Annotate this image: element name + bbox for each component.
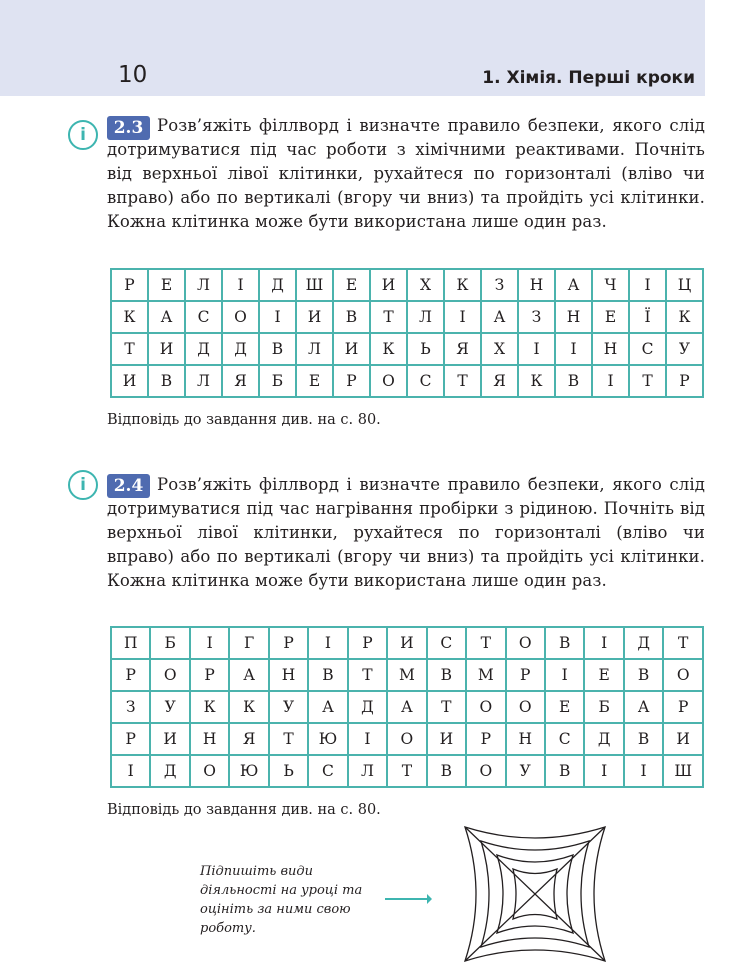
grid-cell: Т xyxy=(427,691,466,723)
grid-cell: Е xyxy=(148,269,185,301)
grid-cell: Б xyxy=(584,691,623,723)
grid-cell: Р xyxy=(111,723,150,755)
grid-cell: А xyxy=(308,691,347,723)
grid-cell: Т xyxy=(111,333,148,365)
grid-cell: И xyxy=(150,723,189,755)
grid-cell: І xyxy=(111,755,150,787)
grid-cell: Ш xyxy=(663,755,703,787)
page-number: 10 xyxy=(118,62,148,88)
grid-cell: А xyxy=(148,301,185,333)
grid-cell: З xyxy=(111,691,150,723)
grid-cell: Л xyxy=(185,269,222,301)
grid-cell: О xyxy=(190,755,229,787)
grid-row xyxy=(111,301,703,333)
grid-cell: И xyxy=(111,365,148,397)
grid-cell: Х xyxy=(481,333,518,365)
grid-cell: І xyxy=(444,301,481,333)
grid-cell: Ц xyxy=(666,269,703,301)
grid-row xyxy=(111,269,703,301)
grid-cell: Е xyxy=(296,365,333,397)
grid-cell: О xyxy=(387,723,426,755)
grid-cell: Ї xyxy=(629,301,666,333)
grid-cell: О xyxy=(506,691,545,723)
grid-cell: Т xyxy=(370,301,407,333)
grid-cell: О xyxy=(222,301,259,333)
grid-row xyxy=(111,659,703,691)
grid-cell: З xyxy=(518,301,555,333)
grid-cell: О xyxy=(150,659,189,691)
spider-web-icon xyxy=(461,823,609,965)
grid-cell: О xyxy=(370,365,407,397)
grid-cell: Ю xyxy=(229,755,268,787)
answer-note-2-4: Відповідь до завдання див. на с. 80. xyxy=(107,802,381,818)
grid-cell: О xyxy=(466,755,505,787)
grid-cell: К xyxy=(518,365,555,397)
grid-row xyxy=(111,365,703,397)
grid-cell: Б xyxy=(150,627,189,659)
grid-cell: Т xyxy=(269,723,308,755)
grid-cell: У xyxy=(150,691,189,723)
grid-cell: В xyxy=(333,301,370,333)
grid-cell: А xyxy=(229,659,268,691)
grid-cell: Р xyxy=(663,691,703,723)
grid-cell: Р xyxy=(333,365,370,397)
grid-cell: В xyxy=(545,755,584,787)
answer-note-2-3: Відповідь до завдання див. на с. 80. xyxy=(107,412,381,428)
grid-cell: Л xyxy=(348,755,387,787)
task-2-4-badge: 2.4 xyxy=(107,474,150,498)
grid-cell: Д xyxy=(348,691,387,723)
grid-cell: И xyxy=(387,627,426,659)
grid-cell: Г xyxy=(229,627,268,659)
grid-cell: І xyxy=(259,301,296,333)
grid-cell: Л xyxy=(185,365,222,397)
grid-cell: В xyxy=(427,659,466,691)
self-assessment-note: Підпишіть види діяльності на уроці та оцініть за ними свою роботу. xyxy=(200,864,363,936)
grid-row xyxy=(111,333,703,365)
grid-cell: Р xyxy=(111,269,148,301)
grid-cell: Л xyxy=(407,301,444,333)
grid-cell: И xyxy=(427,723,466,755)
grid-cell: І xyxy=(592,365,629,397)
grid-cell: І xyxy=(629,269,666,301)
grid-cell: Т xyxy=(629,365,666,397)
grid-row xyxy=(111,691,703,723)
grid-cell: А xyxy=(481,301,518,333)
grid-cell: Ш xyxy=(296,269,333,301)
fillword-grid-2-4 xyxy=(110,626,704,788)
grid-cell: І xyxy=(555,333,592,365)
grid-cell: С xyxy=(407,365,444,397)
grid-cell: Н xyxy=(555,301,592,333)
grid-cell: Ч xyxy=(592,269,629,301)
grid-cell: І xyxy=(308,627,347,659)
grid-cell: М xyxy=(387,659,426,691)
grid-cell: Ь xyxy=(269,755,308,787)
grid-cell: І xyxy=(518,333,555,365)
grid-cell: Я xyxy=(444,333,481,365)
grid-cell: Д xyxy=(259,269,296,301)
grid-cell: Т xyxy=(466,627,505,659)
grid-cell: Л xyxy=(296,333,333,365)
grid-cell: К xyxy=(111,301,148,333)
grid-cell: И xyxy=(148,333,185,365)
grid-cell: Н xyxy=(506,723,545,755)
grid-row xyxy=(111,723,703,755)
arrow-right-icon xyxy=(383,889,433,909)
grid-cell: І xyxy=(190,627,229,659)
grid-cell: Т xyxy=(348,659,387,691)
grid-cell: В xyxy=(427,755,466,787)
grid-cell: Я xyxy=(222,365,259,397)
grid-cell: В xyxy=(259,333,296,365)
grid-cell: К xyxy=(444,269,481,301)
grid-cell: І xyxy=(584,627,623,659)
grid-cell: Р xyxy=(506,659,545,691)
grid-cell: И xyxy=(663,723,703,755)
grid-cell: Е xyxy=(592,301,629,333)
grid-cell: Е xyxy=(333,269,370,301)
grid-cell: С xyxy=(185,301,222,333)
grid-cell: Ю xyxy=(308,723,347,755)
grid-cell: В xyxy=(308,659,347,691)
chapter-title: 1. Хімія. Перші кроки xyxy=(482,68,695,88)
task-2-4-text: Розв’яжіть філлворд і визначте правило безпеки, якого слід дотримуватися під час нагрівання пробірки з рідиною. Почніть від верхньої лівої клітинки, рухайтеся по горизонталі (вліво чи вправо) або по вертикалі (вгору чи вниз) та пройдіть усі клітинки. Кожна клітинка може бути використана лише один раз. xyxy=(107,475,705,590)
grid-cell: О xyxy=(466,691,505,723)
grid-cell: І xyxy=(624,755,663,787)
grid-cell: В xyxy=(545,627,584,659)
grid-cell: Т xyxy=(387,755,426,787)
grid-row xyxy=(111,755,703,787)
grid-cell: Д xyxy=(185,333,222,365)
grid-cell: А xyxy=(624,691,663,723)
grid-cell: Д xyxy=(150,755,189,787)
grid-cell: Р xyxy=(190,659,229,691)
grid-cell: К xyxy=(229,691,268,723)
grid-cell: С xyxy=(427,627,466,659)
grid-cell: Д xyxy=(222,333,259,365)
grid-cell: І xyxy=(348,723,387,755)
grid-cell: В xyxy=(624,723,663,755)
grid-cell: У xyxy=(269,691,308,723)
grid-cell: В xyxy=(624,659,663,691)
grid-cell: И xyxy=(296,301,333,333)
grid-cell: К xyxy=(190,691,229,723)
grid-cell: А xyxy=(387,691,426,723)
task-2-3-text: Розв’яжіть філлворд і визначте правило безпеки, якого слід дотримуватися під час роботи з хімічними реактивами. Почніть від верхньої лівої клітинки, рухайтеся по горизонталі (вліво чи вправо) або по вертикалі (вгору чи вниз) та пройдіть усі клітинки. Кожна клітинка може бути використана лише один раз. xyxy=(107,116,705,231)
grid-cell: В xyxy=(148,365,185,397)
grid-cell: Р xyxy=(348,627,387,659)
grid-cell: С xyxy=(629,333,666,365)
grid-cell: К xyxy=(370,333,407,365)
grid-cell: О xyxy=(506,627,545,659)
grid-cell: Я xyxy=(229,723,268,755)
info-icon: i xyxy=(68,470,98,500)
fillword-grid-2-3 xyxy=(110,268,704,398)
grid-row xyxy=(111,627,703,659)
grid-cell: В xyxy=(555,365,592,397)
grid-cell: Н xyxy=(269,659,308,691)
grid-cell: Р xyxy=(111,659,150,691)
grid-cell: Е xyxy=(545,691,584,723)
grid-cell: Т xyxy=(444,365,481,397)
grid-cell: Б xyxy=(259,365,296,397)
grid-cell: Р xyxy=(466,723,505,755)
grid-cell: Р xyxy=(666,365,703,397)
grid-cell: І xyxy=(222,269,259,301)
grid-cell: М xyxy=(466,659,505,691)
grid-cell: А xyxy=(555,269,592,301)
grid-cell: І xyxy=(584,755,623,787)
grid-cell: С xyxy=(545,723,584,755)
grid-cell: З xyxy=(481,269,518,301)
grid-cell: П xyxy=(111,627,150,659)
grid-cell: Н xyxy=(518,269,555,301)
grid-cell: У xyxy=(666,333,703,365)
grid-cell: Х xyxy=(407,269,444,301)
grid-cell: Д xyxy=(624,627,663,659)
task-2-3-badge: 2.3 xyxy=(107,116,150,140)
grid-cell: Д xyxy=(584,723,623,755)
grid-cell: Н xyxy=(592,333,629,365)
grid-cell: Я xyxy=(481,365,518,397)
grid-cell: Ь xyxy=(407,333,444,365)
grid-cell: С xyxy=(308,755,347,787)
grid-cell: Т xyxy=(663,627,703,659)
grid-cell: І xyxy=(545,659,584,691)
grid-cell: Р xyxy=(269,627,308,659)
grid-cell: У xyxy=(506,755,545,787)
grid-cell: И xyxy=(333,333,370,365)
grid-cell: О xyxy=(663,659,703,691)
grid-cell: К xyxy=(666,301,703,333)
grid-cell: Е xyxy=(584,659,623,691)
grid-cell: И xyxy=(370,269,407,301)
grid-cell: Н xyxy=(190,723,229,755)
info-icon: i xyxy=(68,120,98,150)
